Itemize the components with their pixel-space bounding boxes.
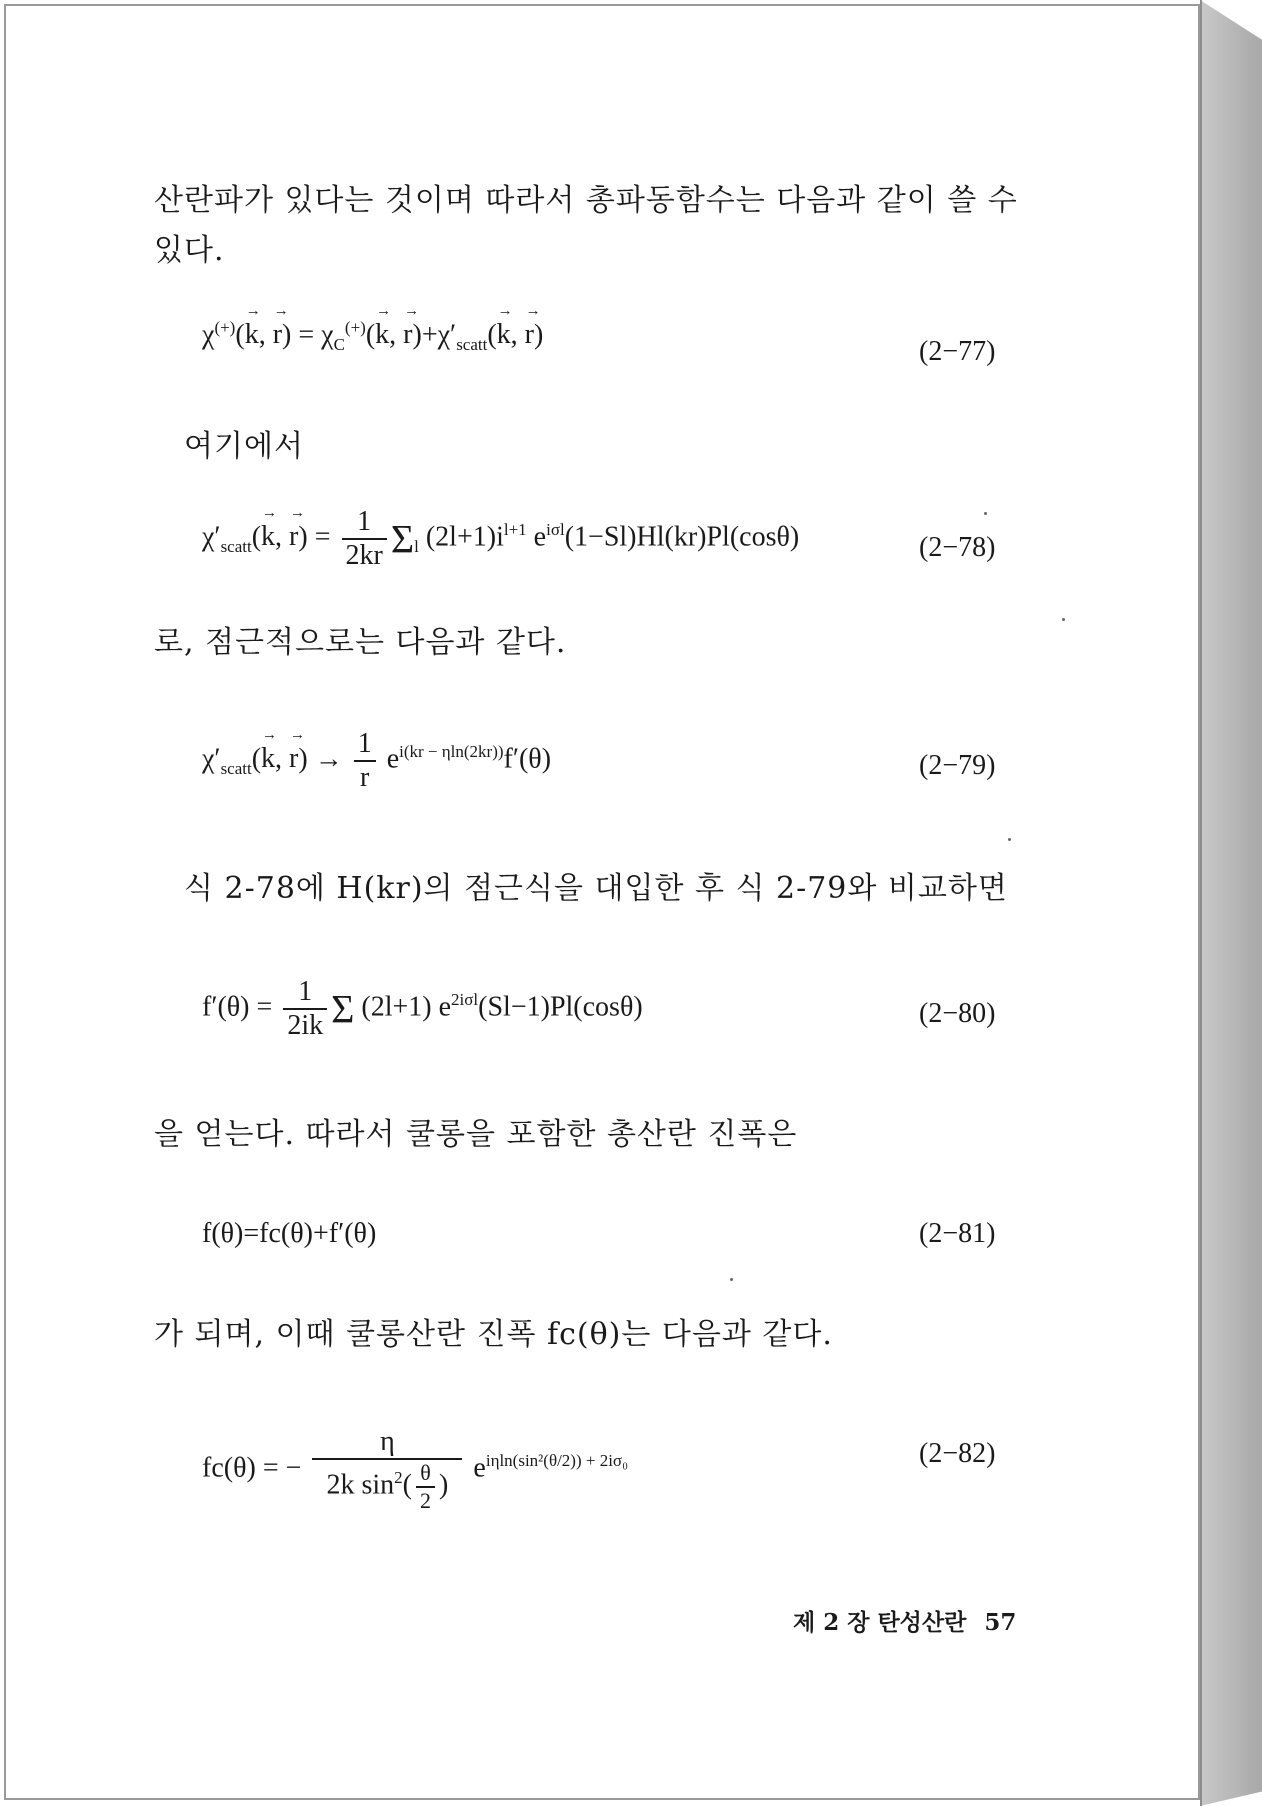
eq77-k-vec: → k [245,319,259,351]
eq77-chi-c: χ [321,319,334,351]
eq82-lhs: fc(θ) = − [202,1452,302,1484]
eq78-term1: (2l+1)i [425,521,504,553]
eq77-equals: = [298,319,315,351]
eq80-numerator: 1 [283,976,327,1010]
eq80-fraction [283,976,327,1042]
chapter-title: 제 2 장 탄성산란 [793,1609,967,1636]
eq78-e: e [533,521,547,553]
eq82-theta: θ [416,1460,435,1488]
eq82-numerator: η [312,1426,462,1460]
eq78-sup1: l+1 [503,520,527,540]
equation-number-2-80: (2−80) [919,998,996,1029]
eq79-k-vec: → k [261,743,275,775]
eq77-r-vec-2: → r [403,319,412,351]
eq77-sup: (+) [214,318,236,337]
eq79-e: e [386,743,400,775]
eq77-r-vec: → r [273,319,282,351]
eq77-scatt-sub: scatt [456,334,488,354]
paragraph-5: 을 얻는다. 따라서 쿨롱을 포함한 총산란 진폭은 [154,1117,798,1152]
scan-speck [730,1278,733,1281]
paragraph-4: 식 2-78에 H(kr)의 점근식을 대입한 후 식 2-79와 비교하면 [184,871,1008,906]
page-footer [793,1604,1016,1637]
eq78-rest: (1−Sl)Hl(kr)Pl(cosθ) [564,521,800,553]
eq77-sup2: (+) [344,318,366,337]
eq78-equals: = [314,521,331,553]
equation-number-2-82: (2−82) [919,1438,996,1469]
scan-speck [1062,618,1065,621]
eq80-lhs: f′(θ) = [202,991,273,1023]
eq78-sum-index: l [414,537,419,557]
book-side-edge [1200,0,1262,1806]
eq78-sup2: iσl [546,520,565,540]
eq79-fraction [354,728,376,794]
book-spine-line [1200,0,1202,1806]
eq78-denominator: 2kr [345,540,383,571]
scan-speck [984,512,987,515]
eq77-plus: + [421,319,438,351]
eq82-den-sq: 2 [394,1468,403,1488]
paragraph-3: 로, 점근적으로는 다음과 같다. [154,625,567,660]
eq78-r-vec: → r [289,521,298,553]
paragraph-2: 여기에서 [184,429,304,464]
eq79-chi-prime: χ′ [202,743,221,775]
eq77-chi-prime: χ′ [437,319,457,351]
eq78-sigma: Σ [390,516,415,562]
eq79-scatt-sub: scatt [220,759,252,779]
eq80-sup: 2iσl [451,990,479,1010]
eq80-sigma: Σ [331,986,355,1032]
eq82-half-angle [416,1460,435,1514]
scan-speck [1008,838,1011,841]
equation-number-2-78: (2−78) [919,532,996,563]
equation-number-2-77: (2−77) [919,336,996,367]
eq82-den-a: 2k sin [326,1469,395,1501]
eq78-scatt-sub: scatt [220,537,252,557]
eq77-r-vec-3: → r [525,319,534,351]
eq78-fraction [342,506,387,572]
eq79-arrow: → [314,743,343,775]
eq79-sup: i(kr − ηln(2kr)) [399,742,504,762]
eq79-denominator: r [360,762,370,793]
eq77-k-vec-3: → k [497,319,511,351]
eq80-e: e [438,991,452,1023]
eq77-c-sub: C [333,334,345,354]
eq80-rest: (Sl−1)Pl(cosθ) [478,991,643,1023]
paragraph-6: 가 되며, 이때 쿨롱산란 진폭 fc(θ)는 다음과 같다. [154,1317,833,1352]
equation-number-2-79: (2−79) [919,750,996,781]
eq82-e: e [473,1452,486,1484]
eq80-denominator: 2ik [287,1010,324,1041]
document-page: 산란파가 있다는 것이며 따라서 총파동함수는 다음과 같이 쓸 수 있다. χ(+)(→ k, → $r) = \chi_C^{(+)}(\to k$, → $r)+\chi'_{scatt}(\to k$, → r) (2−77) 여기에서 $\chi'_{scatt}(\to k$, → r) = $\frac{1}{2kr}$ $\Sigma_l$ $(2l+1)i^{l+1}$ $e^{i\sigma l}(1-Sl)Hl(kr)Pl(\cos\theta)$ (2−78) 로, 점근적으로는 다음과 같다. $\chi'_{scatt}(\to k$, → r) → $\frac{1}{r}$ $e^{i(kr - \eta ln(2kr))}f'(\theta)$ (2−79) 식 2-78에 H(kr)의 점근식을 대입한 후 식 2-79와 비교하면 f′(θ) = $\frac{1}{2ik}$ Σ (2l+1) $e^{2i\sigma l}(Sl-1)Pl(\cos\theta)$ (2−80) 을 얻는다. 따라서 쿨롱을 포함한 총산란 진폭은 f(θ)=fc(θ)+f′(θ) (2−81) 가 되며, 이때 쿨롱산란 진폭 fc(θ)는 다음과 같다. fc(θ) = − η 2k $\sin^2$( $\frac{\theta}{2}$ ) $e^{i\eta ln(sin^2(\theta/2)) + 2i\sigma_0}$ (2−82) 제 2 장 탄성산란 57 [4,4,1200,1800]
paragraph-1-line-1: 산란파가 있다는 것이며 따라서 총파동함수는 다음과 같이 쓸 수 [154,183,1018,218]
eq78-numerator: 1 [342,506,387,540]
eq82-denominator: 2k $\sin^2$( $\frac{\theta}{2}$ ) [326,1460,449,1513]
eq79-tail: f′(θ) [503,743,552,775]
eq79-r-vec: → r [289,743,298,775]
eq82-fraction [312,1426,462,1514]
eq82-two: 2 [420,1488,431,1513]
eq77-chi: χ [202,319,215,351]
paragraph-1-line-2: 있다. [154,233,225,268]
eq77-k-vec-2: → k [375,319,389,351]
page-number: 57 [984,1609,1017,1636]
equation-number-2-81: (2−81) [919,1218,996,1249]
eq81-body: f(θ)=fc(θ)+f′(θ) [202,1218,377,1249]
eq79-numerator: 1 [354,728,376,762]
eq78-k-vec: → k [261,521,275,553]
eq80-term1: (2l+1) [361,991,432,1023]
eq78-chi-prime: χ′ [202,521,221,553]
eq82-sup: iηln(sin²(θ/2)) + 2iσ₀ [485,1451,629,1471]
